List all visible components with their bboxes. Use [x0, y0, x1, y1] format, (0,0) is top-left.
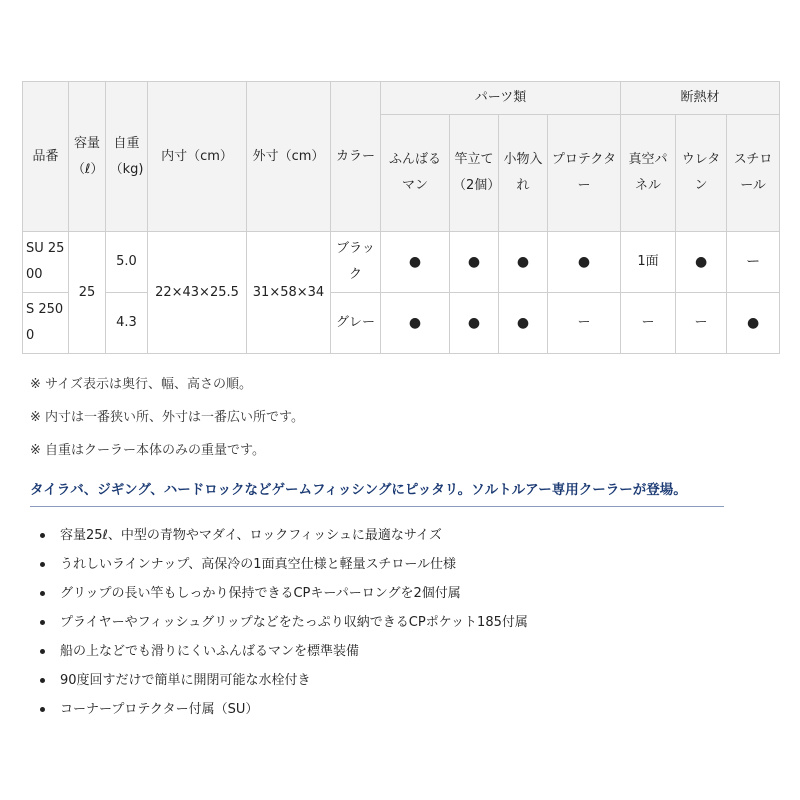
cell-styrofoam: ー [727, 232, 780, 293]
list-item [30, 521, 528, 550]
cell-accessory: ● [499, 232, 548, 293]
header-outer-size: 外寸（cm） [247, 82, 331, 232]
cell-code: S 2500 [23, 293, 69, 354]
header-insulation-urethane: ウレタン [676, 115, 727, 232]
table-row [23, 232, 780, 293]
cell-weight: 4.3 [106, 293, 148, 354]
cell-outer-size: 31×58×34 [247, 232, 331, 354]
header-capacity: 容量（ℓ） [69, 82, 106, 232]
feature-text: プライヤーやフィッシュグリップなどをたっぷり収納できるCPポケット185付属 [60, 615, 528, 630]
cell-inner-size: 22×43×25.5 [148, 232, 247, 354]
list-item [30, 695, 528, 724]
cell-protector: ー [548, 293, 621, 354]
bullet-icon [40, 707, 45, 712]
header-part-rod-stand: 竿立て（2個） [450, 115, 499, 232]
cell-urethane: ー [676, 293, 727, 354]
list-item [30, 550, 528, 579]
bullet-icon [40, 533, 45, 538]
feature-headline: タイラバ、ジギング、ハードロックなどゲームフィッシングにピッタリ。ソルトルアー専用クーラーが登場。 [30, 478, 724, 507]
cell-color: ブラック [331, 232, 381, 293]
feature-text: うれしいラインナップ、高保冷の1面真空仕様と軽量スチロール仕様 [60, 557, 457, 572]
header-insulation-styrofoam: スチロール [727, 115, 780, 232]
header-part-accessory: 小物入れ [499, 115, 548, 232]
bullet-icon [40, 591, 45, 596]
notes [30, 368, 304, 467]
note-size-order: ※ サイズ表示は奥行、幅、高さの順。 [30, 377, 252, 392]
feature-text: コーナープロテクター付属（SU） [60, 702, 259, 717]
header-part-protector: プロテクター [548, 115, 621, 232]
feature-list [30, 521, 528, 724]
cell-code: SU 2500 [23, 232, 69, 293]
header-weight: 自重（kg) [106, 82, 148, 232]
cell-vacuum: ー [621, 293, 676, 354]
header-part-funbaru: ふんばるマン [381, 115, 450, 232]
cell-protector: ● [548, 232, 621, 293]
cell-funbaru: ● [381, 293, 450, 354]
bullet-icon [40, 620, 45, 625]
cell-rod-stand: ● [450, 293, 499, 354]
feature-text: 90度回すだけで簡単に開閉可能な水栓付き [60, 673, 311, 688]
header-parts-group: パーツ類 [381, 82, 621, 115]
cell-capacity: 25 [69, 232, 106, 354]
header-inner-size: 内寸（cm） [148, 82, 247, 232]
note-size-definition: ※ 内寸は一番狭い所、外寸は一番広い所です。 [30, 410, 304, 425]
list-item [30, 666, 528, 695]
spec-table [22, 81, 780, 354]
cell-funbaru: ● [381, 232, 450, 293]
list-item [30, 579, 528, 608]
header-insulation-vacuum: 真空パネル [621, 115, 676, 232]
note-weight: ※ 自重はクーラー本体のみの重量です。 [30, 443, 265, 458]
cell-rod-stand: ● [450, 232, 499, 293]
feature-text: 容量25ℓ、中型の青物やマダイ、ロックフィッシュに最適なサイズ [60, 528, 442, 543]
list-item [30, 637, 528, 666]
feature-text: グリップの長い竿もしっかり保持できるCPキーパーロングを2個付属 [60, 586, 461, 601]
table-row [23, 293, 780, 354]
bullet-icon [40, 678, 45, 683]
cell-accessory: ● [499, 293, 548, 354]
bullet-icon [40, 649, 45, 654]
header-insulation-group: 断熱材 [621, 82, 780, 115]
cell-weight: 5.0 [106, 232, 148, 293]
list-item [30, 608, 528, 637]
bullet-icon [40, 562, 45, 567]
cell-vacuum: 1面 [621, 232, 676, 293]
cell-styrofoam: ● [727, 293, 780, 354]
cell-color: グレー [331, 293, 381, 354]
cell-urethane: ● [676, 232, 727, 293]
header-color: カラー [331, 82, 381, 232]
header-product-code: 品番 [23, 82, 69, 232]
feature-text: 船の上などでも滑りにくいふんばるマンを標準装備 [60, 644, 360, 659]
